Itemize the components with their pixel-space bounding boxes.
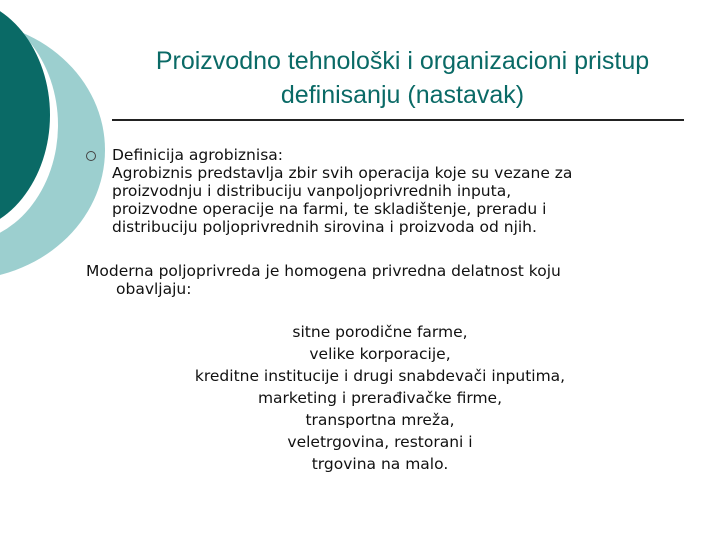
modern-agriculture-paragraph <box>86 262 686 298</box>
bullet-line: proizvodne operacije na farmi, te skladištenje, preradu i <box>112 200 547 218</box>
bullet-line: proizvodnju i distribuciju vanpoljoprivrednih inputa, <box>112 182 512 200</box>
list-item: trgovina na malo. <box>311 455 449 473</box>
bullet-circle-icon <box>86 151 96 161</box>
title-divider <box>112 119 684 121</box>
list-item: velike korporacije, <box>309 345 451 363</box>
title-line-2: definisanju (nastavak) <box>280 81 525 109</box>
paragraph-line-1: Moderna poljoprivreda je homogena privredna delatnost koju <box>86 262 561 280</box>
list-item: veletrgovina, restorani i <box>287 433 473 451</box>
actors-list <box>140 321 620 475</box>
list-item: sitne porodične farme, <box>292 323 468 341</box>
paragraph-line-2: obavljaju: <box>116 280 192 298</box>
title-line-1: Proizvodno tehnološki i organizacioni pristup <box>155 47 650 75</box>
list-item: transportna mreža, <box>305 411 455 429</box>
list-item: marketing i prerađivačke firme, <box>257 389 503 407</box>
definition-bullet <box>112 146 672 236</box>
bullet-heading: Definicija agrobiznisa: <box>112 146 283 164</box>
decorative-circles <box>0 0 110 300</box>
bullet-line: distribuciju poljoprivrednih sirovina i proizvoda od njih. <box>112 218 537 236</box>
slide-title <box>110 44 695 112</box>
bullet-line: Agrobiznis predstavlja zbir svih operacija koje su vezane za <box>112 164 573 182</box>
list-item: kreditne institucije i drugi snabdevači inputima, <box>194 367 566 385</box>
